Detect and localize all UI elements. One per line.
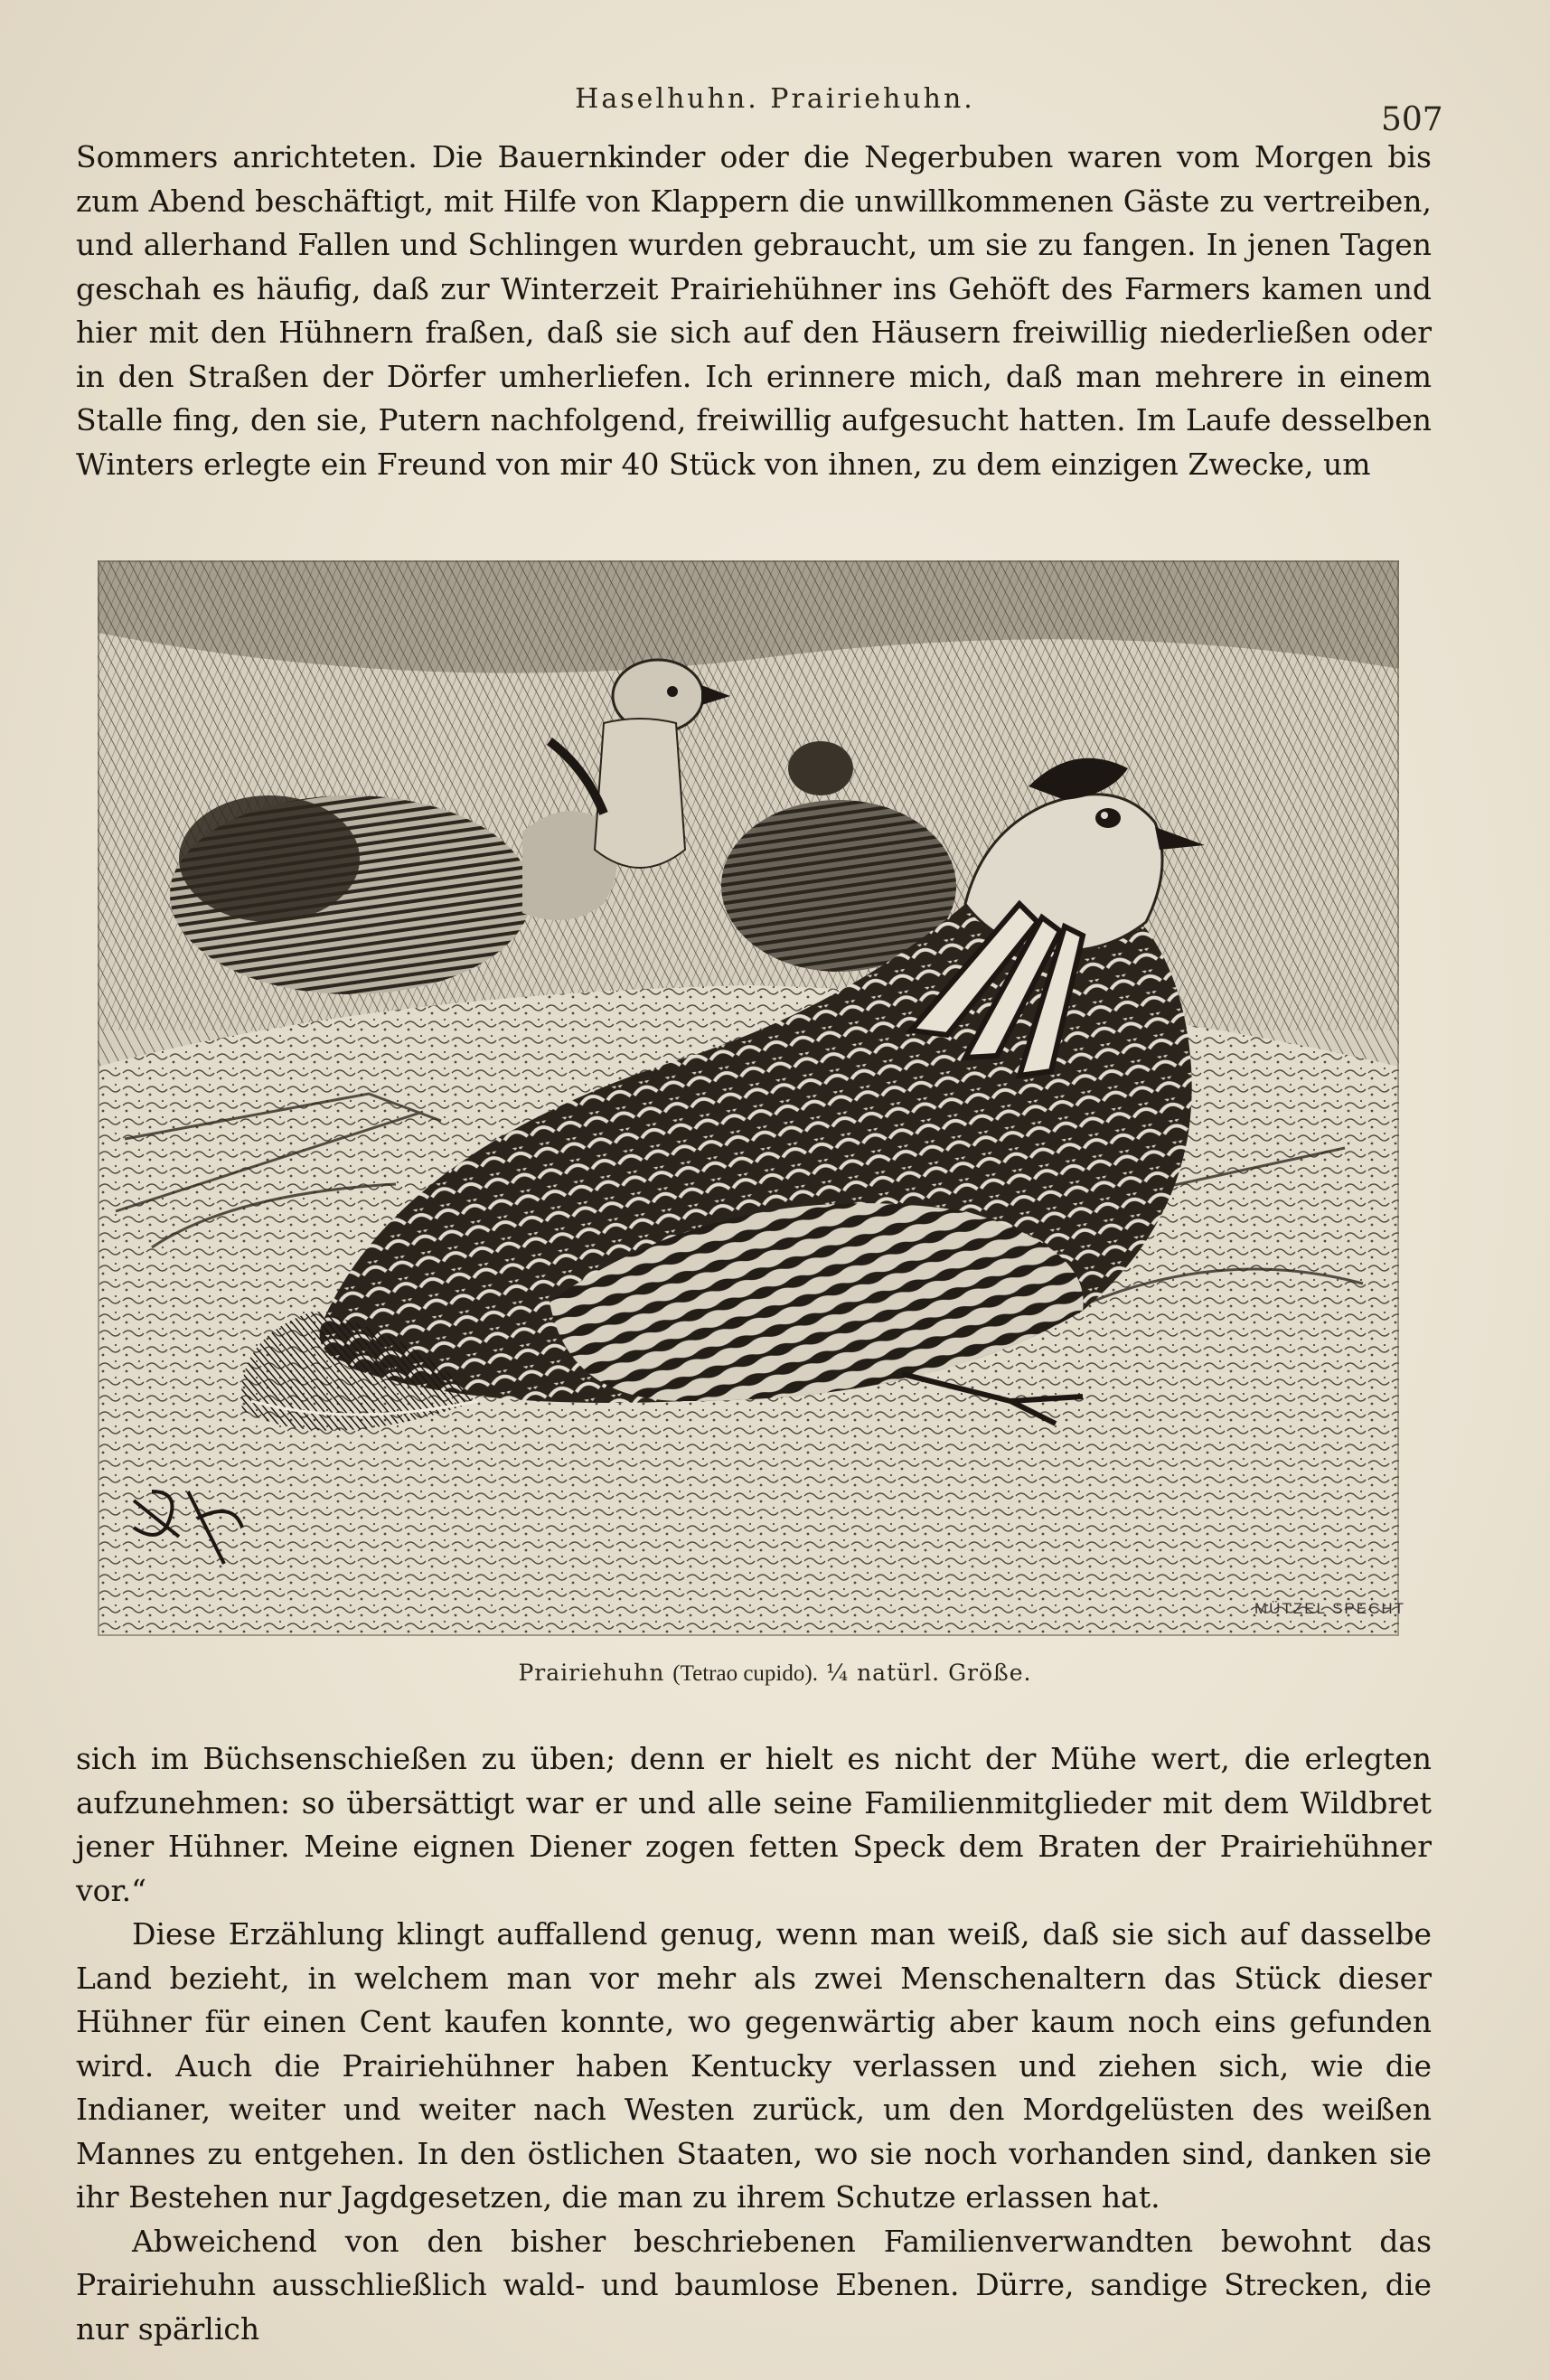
figure-caption (0, 1660, 1550, 1687)
caption-name: Prairiehuhn (518, 1660, 665, 1686)
caption-scale: ¼ natürl. Größe. (825, 1660, 1032, 1686)
paragraph: Abweichend von den bisher beschriebenen Familienverwandten bewohnt das Prairiehuhn ausschließlich wald- und baumlose Ebenen. Dürre, sandige Strecken, die nur spärlich (76, 2223, 1432, 2347)
paragraph: Sommers anrichteten. Die Bauernkinder oder die Negerbuben waren vom Morgen bis zum Abend beschäftigt, mit Hilfe von Klappern die unwillkommenen Gäste zu vertreiben, und allerhand Fallen und Schlingen wurden gebraucht, um sie zu fangen. In jenen Tagen geschah es häufig, daß zur Winterzeit Prairiehühner ins Gehöft des Farmers kamen und hier mit den Hühnern fraßen, daß sie sich auf den Häusern freiwillig niederließen oder in den Straßen der Dörfer umherliefen. Ich erinnere mich, daß man mehrere in einem Stalle fing, den sie, Putern nachfolgend, freiwillig aufgesucht hatten. Im Laufe desselben Winters erlegte ein Freund von mir 40 Stück von ihnen, zu dem einzigen Zwecke, um (76, 139, 1432, 482)
paragraph: Diese Erzählung klingt auffallend genug, wenn man weiß, daß sie sich auf dasselbe Land bezieht, in welchem man vor mehr als zwei Menschenaltern das Stück dieser Hühner für einen Cent kaufen konnte, wo gegenwärtig aber kaum noch eins gefunden wird. Auch die Prairiehühner haben Kentucky verlassen und ziehen sich, wie die Indianer, weiter und weiter nach Westen zurück, um den Mordgelüsten des weißen Mannes zu entgehen. In den östlichen Staaten, wo sie noch vorhanden sind, danken sie ihr Bestehen nur Jagdgesetzen, die man zu ihrem Schutze erlassen hat. (76, 1916, 1432, 2215)
paragraph: sich im Büchsenschießen zu üben; denn er hielt es nicht der Mühe wert, die erlegten aufzunehmen: so übersättigt war er und alle seine Familienmitglieder mit dem Wildbret jener Hühner. Meine eignen Diener zogen fetten Speck dem Braten der Prairiehühner vor.“ (76, 1741, 1432, 1908)
caption-latin: (Tetrao cupido). (672, 1661, 818, 1686)
page-number: 507 (1381, 101, 1443, 138)
text-block-top (76, 136, 1432, 486)
engraving-illustration (98, 560, 1399, 1636)
text-block-bottom (76, 1737, 1432, 2351)
engraver-signature: MÜTZEL SPECHT (1254, 1600, 1406, 1617)
running-title: Haselhuhn. Prairiehuhn. (575, 83, 975, 115)
engraving-prairie-chickens (98, 560, 1399, 1636)
